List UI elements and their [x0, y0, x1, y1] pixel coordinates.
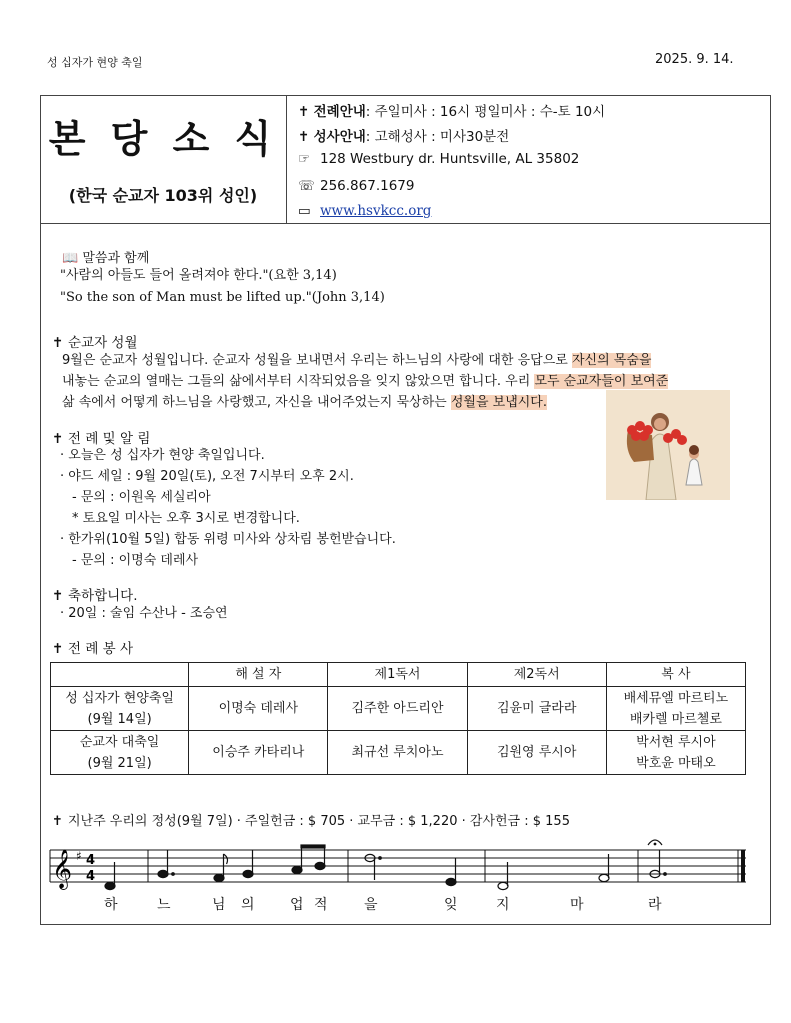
- server-cell: [606, 687, 745, 731]
- lyrics-line: [0, 894, 791, 916]
- service-day-name: 순교자 대축일: [79, 734, 160, 750]
- offering-line: [52, 810, 570, 829]
- server-cell: [606, 731, 745, 775]
- lyric-syllable: 지: [496, 897, 510, 913]
- header-vertical-divider: [286, 95, 287, 223]
- table-row: [51, 687, 746, 731]
- notice-item: * 토요일 미사는 오후 3시로 변경합니다.: [72, 511, 300, 526]
- church-name-header: 성 십자가 현양 축일: [47, 56, 143, 69]
- sacrament-info: [298, 125, 509, 145]
- lyric-syllable: 라: [648, 897, 662, 913]
- cross-icon: ✝: [298, 104, 310, 120]
- lyric-syllable: 잊: [444, 897, 458, 913]
- lyric-syllable: 의: [241, 897, 255, 913]
- notice-item: · 야드 세일 : 9월 20일(토), 오전 7시부터 오후 2시.: [60, 469, 354, 484]
- cross-icon: ✝: [52, 641, 64, 657]
- martyrs-text: 9월은 순교자 성월입니다. 순교자 성월을 보내면서 우리는 하느님의 사랑에 대한 응답으로: [62, 353, 572, 368]
- time-signature-top: 4: [86, 853, 96, 868]
- lyric-syllable: 하: [104, 897, 118, 913]
- cross-icon: ✝: [52, 335, 64, 351]
- website-link[interactable]: www.hsvkcc.org: [320, 203, 432, 219]
- book-icon: 📖: [62, 251, 79, 266]
- table-header: 제1독서: [328, 663, 467, 687]
- word-heading: 말씀과 함께: [82, 251, 150, 266]
- pointing-hand-icon: ☞: [298, 151, 311, 167]
- congrats-heading: 축하합니다.: [68, 588, 138, 604]
- address: 128 Westbury dr. Huntsville, AL 35802: [320, 151, 580, 167]
- table-header: 복 사: [606, 663, 745, 687]
- phone-icon: ☏: [298, 178, 315, 194]
- reading2-cell: 김원영 루시아: [467, 731, 606, 775]
- header-divider: [40, 223, 771, 224]
- table-header: 해 설 자: [189, 663, 328, 687]
- cross-icon: ✝: [52, 588, 64, 604]
- lyric-syllable: 느: [157, 897, 171, 913]
- commentator-cell: 이명숙 데레사: [189, 687, 328, 731]
- congrats-item: · 20일 : 술임 수산나 - 조승연: [60, 606, 228, 621]
- liturgy-info: [298, 100, 605, 120]
- table-header-row: [51, 663, 746, 687]
- martyrs-heading-line: [52, 331, 138, 351]
- bulletin-date: 2025. 9. 14.: [655, 52, 734, 67]
- notices-heading: 전 례 및 알 림: [68, 431, 151, 447]
- phone: 256.867.1679: [320, 178, 415, 194]
- martyr-illustration: [606, 390, 730, 500]
- service-day: [51, 687, 189, 731]
- server-name: 박서현 루시아: [636, 734, 716, 750]
- notice-item: · 한가위(10월 5일) 합동 위령 미사와 상차림 봉헌받습니다.: [60, 532, 396, 547]
- notice-item: · 오늘은 성 십자가 현양 축일입니다.: [60, 448, 265, 463]
- table-header: [51, 663, 189, 687]
- cross-icon: ✝: [298, 129, 310, 145]
- commentator-cell: 이승주 카타리나: [189, 731, 328, 775]
- service-day-date: (9월 14일): [87, 711, 152, 727]
- word-korean: "사람의 아들도 들어 올려져야 한다."(요한 3,14): [60, 268, 337, 283]
- notice-item: - 문의 : 이원옥 세실리아: [72, 490, 211, 505]
- table-row: [51, 731, 746, 775]
- website-line: [298, 203, 431, 219]
- liturgy-text: : 주일미사 : 16시 평일미사 : 수-토 10시: [365, 104, 606, 120]
- lyric-syllable: 님: [212, 897, 226, 913]
- cross-icon: ✝: [52, 814, 63, 829]
- reading1-cell: 최규선 루치아노: [328, 731, 467, 775]
- martyrs-highlight: 모두 순교자들이 보여준: [534, 374, 669, 389]
- jesus-with-child-illustration: [606, 390, 730, 500]
- martyrs-highlight: 성월을 보냅시다.: [450, 395, 547, 410]
- lyric-syllable: 을: [364, 897, 378, 913]
- word-heading-line: [62, 247, 149, 266]
- page-subtitle: (한국 순교자 103위 성인): [68, 186, 258, 205]
- service-table: [50, 662, 746, 775]
- sharp-icon: ♯: [76, 849, 82, 863]
- sacrament-text: : 고해성사 : 미사30분전: [365, 129, 510, 145]
- martyrs-highlight: 자신의 목숨을: [571, 353, 652, 368]
- phone-line: [298, 178, 414, 194]
- table-header: 제2독서: [467, 663, 606, 687]
- address-line: [298, 151, 579, 167]
- service-day-name: 성 십자가 현양축일: [65, 690, 174, 706]
- server-name: 박호윤 마태오: [636, 755, 716, 771]
- sheet-music: [48, 836, 748, 896]
- cross-icon: ✝: [52, 431, 64, 447]
- lyric-syllable: 적: [314, 897, 328, 913]
- service-heading: 전 례 봉 사: [68, 641, 134, 657]
- time-signature-bottom: 4: [86, 869, 96, 884]
- word-english: "So the son of Man must be lifted up."(John 3,14): [60, 290, 385, 305]
- liturgy-label: 전례안내: [313, 104, 366, 120]
- notice-item: - 문의 : 이명숙 데레사: [72, 553, 199, 568]
- service-day-date: (9월 21일): [87, 755, 152, 771]
- martyrs-text: 삶 속에서 어떻게 하느님을 사랑했고, 자신을 내어주었는지 묵상하는: [62, 395, 451, 410]
- offering-text: 지난주 우리의 정성(9월 7일) · 주일헌금 : $ 705 · 교무금 : $ 1,220 · 감사헌금 : $ 155: [68, 814, 570, 829]
- treble-clef-icon: 𝄞: [52, 849, 73, 889]
- notices-heading-line: [52, 427, 150, 447]
- music-staff: [48, 836, 748, 896]
- server-name: 배카렐 마르첼로: [629, 711, 722, 727]
- lyric-syllable: 마: [570, 897, 584, 913]
- martyrs-text: 내놓는 순교의 열매는 그들의 삶에서부터 시작되었음을 잊지 않았으면 합니다. 우리: [62, 374, 535, 389]
- page-title: 본 당 소 식: [48, 117, 278, 161]
- computer-icon: ▭: [298, 203, 311, 219]
- reading1-cell: 김주한 아드리안: [328, 687, 467, 731]
- server-name: 배세뮤엘 마르티노: [623, 690, 729, 706]
- martyrs-heading: 순교자 성월: [68, 335, 138, 351]
- reading2-cell: 김윤미 글라라: [467, 687, 606, 731]
- congrats-heading-line: [52, 584, 138, 604]
- service-heading-line: [52, 637, 133, 657]
- service-day: [51, 731, 189, 775]
- lyric-syllable: 업: [290, 897, 304, 913]
- sacrament-label: 성사안내: [313, 129, 366, 145]
